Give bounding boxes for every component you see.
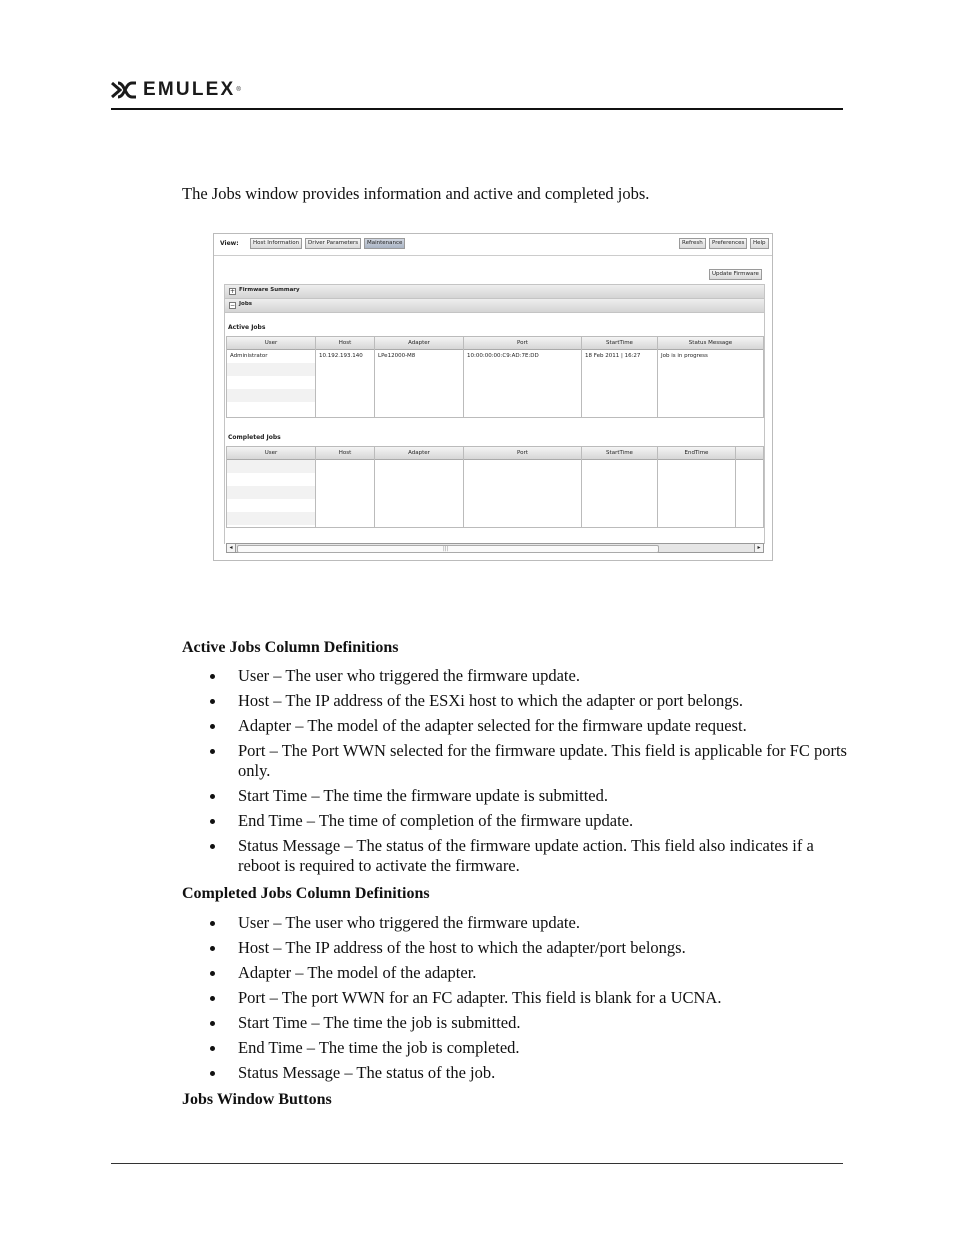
table-cell: Job is in progress	[661, 353, 708, 359]
column-divider	[374, 337, 375, 417]
bullet-icon	[210, 946, 215, 951]
scroll-thumb[interactable]	[237, 545, 659, 553]
definition-text: Status Message – The status of the job.	[238, 1063, 496, 1082]
scroll-right-icon[interactable]: ▸	[754, 544, 763, 552]
list-item	[210, 811, 850, 831]
table-row	[227, 460, 315, 473]
column-header[interactable]: Host	[316, 447, 375, 459]
column-divider	[315, 447, 316, 527]
table-row	[227, 512, 315, 525]
table-cell: 10.192.193.140	[319, 353, 363, 359]
column-header[interactable]: Adapter	[375, 447, 464, 459]
table-cell: 18 Feb 2011 | 16:27	[585, 353, 641, 359]
scroll-left-icon[interactable]: ◂	[227, 544, 236, 552]
list-item	[210, 666, 850, 686]
refresh-button[interactable]: Refresh	[679, 238, 706, 249]
definition-text: Adapter – The model of the adapter.	[238, 963, 477, 982]
column-header[interactable]: StartTime	[582, 337, 658, 349]
definition-text: Start Time – The time the firmware update is submitted.	[238, 786, 608, 805]
firmware-summary-label: Firmware Summary	[239, 287, 300, 293]
definition-text: Start Time – The time the job is submitted.	[238, 1013, 521, 1032]
horizontal-scrollbar[interactable]	[226, 543, 764, 553]
table-cell: 10:00:00:00:C9:AD:7E:DD	[467, 353, 539, 359]
bullet-icon	[210, 819, 215, 824]
table-row	[227, 486, 315, 499]
list-item	[210, 913, 850, 933]
list-item	[210, 786, 850, 806]
table-row	[227, 389, 315, 402]
jobs-window-buttons-heading: Jobs Window Buttons	[182, 1091, 332, 1108]
column-divider	[735, 447, 736, 527]
tab-maintenance[interactable]: Maintenance	[364, 238, 405, 249]
bullet-icon	[210, 1021, 215, 1026]
definition-text: Status Message – The status of the firmware update action. This field also indicates if a reboot is required to activate the firmware.	[238, 836, 814, 875]
preferences-button[interactable]: Preferences	[709, 238, 747, 249]
column-divider	[657, 337, 658, 417]
list-item	[210, 716, 850, 736]
view-label: View:	[220, 240, 239, 247]
bullet-icon	[210, 844, 215, 849]
header-rule	[111, 108, 843, 110]
table-cell: LPe12000-M8	[378, 353, 416, 359]
column-header[interactable]: StartTime	[582, 447, 658, 459]
completed-jobs-heading: Completed Jobs Column Definitions	[182, 885, 430, 902]
definition-text: End Time – The time of completion of the firmware update.	[238, 811, 634, 830]
completed-jobs-definitions	[210, 913, 850, 1088]
definition-text: Host – The IP address of the ESXi host to which the adapter or port belongs.	[238, 691, 743, 710]
table-cell: Administrator	[230, 353, 268, 359]
brand-name: EMULEX	[143, 79, 236, 100]
bullet-icon	[210, 921, 215, 926]
list-item	[210, 1038, 850, 1058]
column-header[interactable]: Status Message	[688, 340, 733, 346]
active-jobs-table	[226, 336, 764, 418]
brand-tm: ®	[236, 87, 241, 93]
column-header[interactable]: User	[227, 337, 316, 349]
bullet-icon	[210, 794, 215, 799]
column-divider	[657, 447, 658, 527]
bullet-icon	[210, 749, 215, 754]
bullet-icon	[210, 996, 215, 1001]
emulex-logo	[111, 80, 241, 100]
list-item	[210, 963, 850, 983]
column-header[interactable]: Port	[464, 337, 582, 349]
completed-jobs-table	[226, 446, 764, 528]
completed-jobs-title: Completed Jobs	[228, 434, 281, 441]
definition-text: User – The user who triggered the firmware update.	[238, 913, 580, 932]
column-divider	[315, 337, 316, 417]
list-item	[210, 691, 850, 711]
toolbar-divider	[214, 255, 772, 256]
list-item	[210, 1063, 850, 1083]
bullet-icon	[210, 724, 215, 729]
column-divider	[581, 447, 582, 527]
column-header[interactable]: Host	[316, 337, 375, 349]
view-toolbar	[214, 234, 772, 252]
active-jobs-heading: Active Jobs Column Definitions	[182, 639, 399, 656]
tab-driver-parameters[interactable]: Driver Parameters	[305, 238, 361, 249]
expand-icon[interactable]: +	[230, 288, 236, 295]
table-row[interactable]	[227, 350, 763, 363]
column-divider	[463, 337, 464, 417]
active-jobs-definitions	[210, 666, 850, 881]
definition-text: Host – The IP address of the host to which the adapter/port belongs.	[238, 938, 686, 957]
column-header[interactable]: EndTime	[658, 447, 736, 459]
footer-rule	[111, 1163, 843, 1164]
active-jobs-title: Active Jobs	[228, 324, 266, 331]
jobs-window-screenshot	[213, 233, 773, 561]
completed-jobs-header	[227, 447, 763, 460]
definition-text: Port – The port WWN for an FC adapter. This field is blank for a UCNA.	[238, 988, 722, 1007]
jobs-label: Jobs	[239, 301, 253, 307]
grip-icon: |||	[443, 546, 449, 552]
emulex-logo-mark-icon	[111, 81, 137, 99]
tab-host-information[interactable]: Host Information	[250, 238, 302, 249]
update-firmware-button[interactable]: Update Firmware	[709, 269, 762, 280]
list-item	[210, 988, 850, 1008]
bullet-icon	[210, 971, 215, 976]
active-jobs-header	[227, 337, 763, 350]
help-button[interactable]: Help	[750, 238, 769, 249]
column-header[interactable]: Port	[464, 447, 582, 459]
column-header[interactable]: User	[227, 447, 316, 459]
table-row	[227, 363, 315, 376]
collapse-icon[interactable]: −	[230, 302, 236, 309]
bullet-icon	[210, 674, 215, 679]
firmware-summary-section[interactable]	[224, 284, 765, 299]
definition-text: User – The user who triggered the firmware update.	[238, 666, 580, 685]
list-item	[210, 938, 850, 958]
column-divider	[463, 447, 464, 527]
bullet-icon	[210, 699, 215, 704]
definition-text: Port – The Port WWN selected for the firmware update. This field is applicable for FC ports only.	[238, 741, 847, 780]
column-divider	[374, 447, 375, 527]
bullet-icon	[210, 1071, 215, 1076]
column-divider	[581, 337, 582, 417]
bullet-icon	[210, 1046, 215, 1051]
column-header[interactable]: Adapter	[375, 337, 464, 349]
list-item	[210, 741, 850, 781]
list-item	[210, 836, 850, 876]
definition-text: Adapter – The model of the adapter selected for the firmware update request.	[238, 716, 747, 735]
list-item	[210, 1013, 850, 1033]
intro-paragraph: The Jobs window provides information and active and completed jobs.	[182, 184, 650, 203]
definition-text: End Time – The time the job is completed.	[238, 1038, 520, 1057]
